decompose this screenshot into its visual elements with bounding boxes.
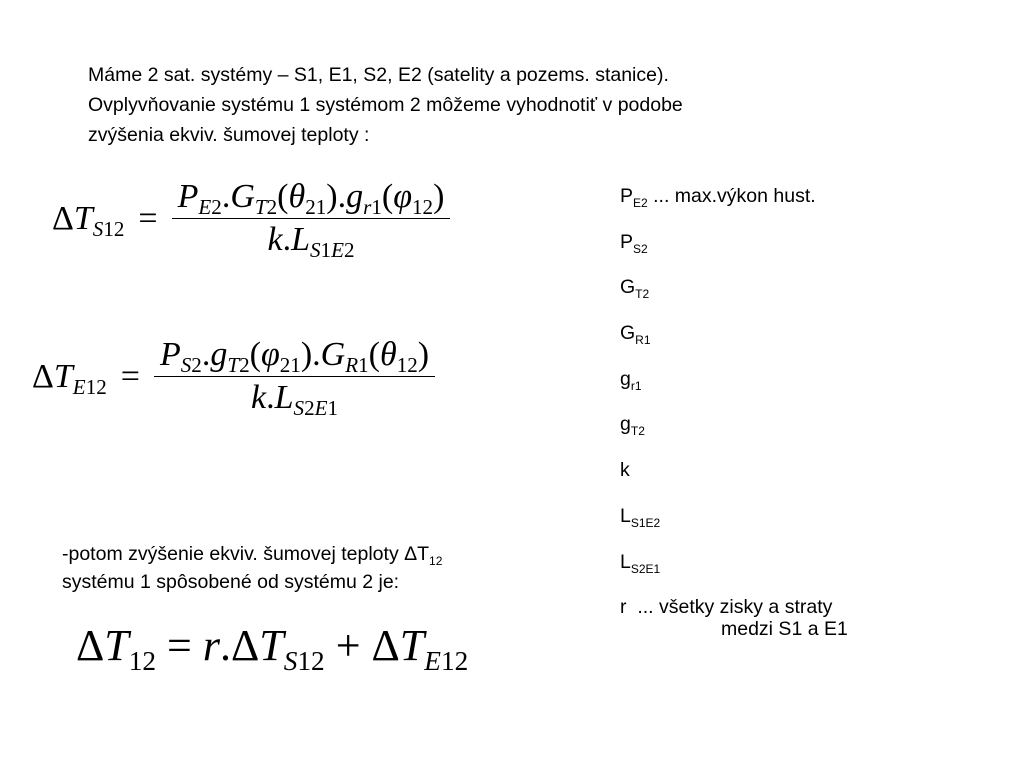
legend-item xyxy=(620,366,848,412)
legend-subscript: R1 xyxy=(635,333,651,348)
equation-delta-t-12: $\Delta T_{12} = r.\Delta T_{S12} + \Delta T_{E12}$ xyxy=(76,621,469,676)
intro-line-3: zvýšenia ekviv. šumovej teploty : xyxy=(88,124,370,146)
note-line-2: systému 1 spôsobené od systému 2 je: xyxy=(62,571,400,593)
legend-subscript: E2 xyxy=(633,196,648,210)
legend-symbol: L xyxy=(620,550,631,573)
legend-subscript: T2 xyxy=(630,424,645,439)
intro-paragraph xyxy=(88,60,908,150)
legend-item xyxy=(620,503,848,549)
legend-symbol: P xyxy=(620,230,634,253)
symbol-legend xyxy=(620,183,848,662)
legend-symbol: r xyxy=(620,596,627,619)
equation-delta-t-e12: $\Delta T_{E12}$ = $\frac{P_{S2}.g_{T2}(\varphi_{21}).G_{R1}(\theta_{12})}{k.L_{S2E1}}$ xyxy=(32,336,435,417)
legend-subscript: S1E2 xyxy=(630,515,661,530)
legend-item xyxy=(620,274,848,320)
legend-item xyxy=(620,411,848,457)
legend-description: ... všetky zisky a straty xyxy=(626,596,833,619)
legend-symbol: P xyxy=(620,185,634,207)
legend-subscript: r1 xyxy=(630,378,642,393)
legend-item xyxy=(620,320,848,366)
legend-symbol: k xyxy=(620,459,630,482)
note-line-1: -potom zvýšenie ekviv. šumovej teploty $\Delta T_{12}$ xyxy=(62,543,443,568)
intro-line-2: Ovplyvňovanie systému 1 systémom 2 môžeme vyhodnotiť v podobe xyxy=(88,94,683,116)
legend-continuation: medzi S1 a E1 xyxy=(721,617,848,640)
legend-symbol: g xyxy=(620,413,631,436)
legend-symbol: L xyxy=(620,504,631,527)
legend-symbol: G xyxy=(620,276,636,299)
legend-subscript: S2E1 xyxy=(630,561,661,576)
legend-item xyxy=(620,457,848,503)
equation-delta-t-s12: $\Delta T_{S12}$ = $\frac{P_{E2}.G_{T2}(\theta_{21}).g_{r1}(\varphi_{12})}{k.L_{S1E2}}$ xyxy=(52,178,450,259)
legend-item xyxy=(620,549,848,595)
legend-item xyxy=(620,229,848,275)
legend-subscript: S2 xyxy=(633,241,648,256)
result-note xyxy=(62,540,582,596)
legend-subscript: T2 xyxy=(635,287,650,302)
legend-symbol: G xyxy=(620,322,636,345)
legend-description: ... max.výkon hust. xyxy=(647,185,816,207)
intro-line-1: Máme 2 sat. systémy – S1, E1, S2, E2 (satelity a pozems. stanice). xyxy=(88,64,669,86)
legend-symbol: g xyxy=(620,367,631,390)
legend-item xyxy=(620,183,848,229)
